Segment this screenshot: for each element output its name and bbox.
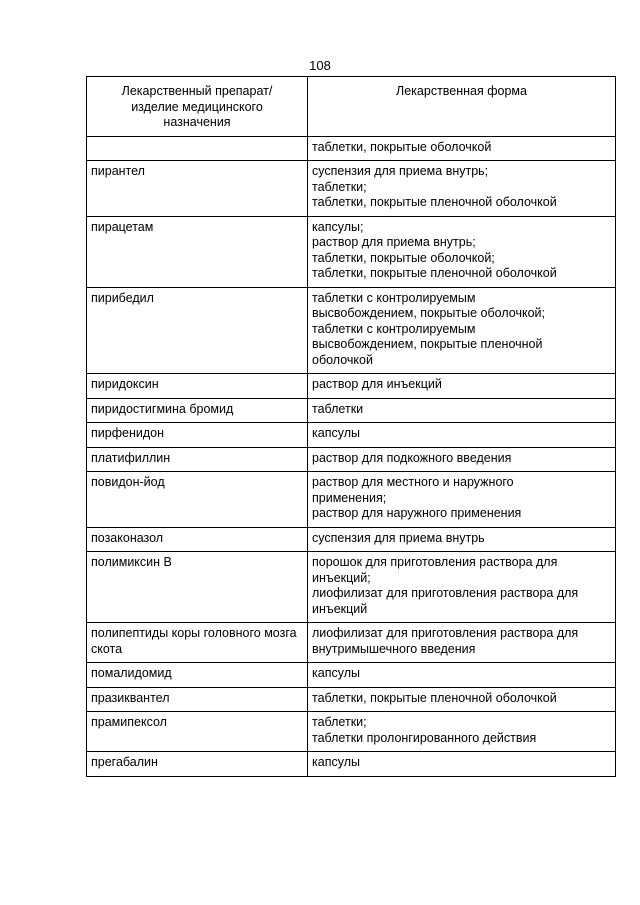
dosage-form-line: таблетки с контролируемым xyxy=(312,321,476,336)
dosage-form-line: таблетки с контролируемым xyxy=(312,290,476,305)
dosage-form-cell xyxy=(308,527,616,552)
drug-name-cell: помалидомид xyxy=(87,663,308,688)
table-row xyxy=(87,712,616,752)
dosage-form-line: раствор для инъекций xyxy=(312,377,442,391)
drug-name-cell xyxy=(87,136,308,161)
drug-name-cell: пирацетам xyxy=(87,216,308,287)
dosage-form-cell xyxy=(308,398,616,423)
table-row xyxy=(87,287,616,374)
page-number: 108 xyxy=(309,58,331,73)
drug-name-cell: празиквантел xyxy=(87,687,308,712)
dosage-form-cell xyxy=(308,161,616,217)
drug-name-cell: пирфенидон xyxy=(87,423,308,448)
dosage-form-line: порошок для приготовления раствора для xyxy=(312,555,558,569)
dosage-form-line: инъекций; xyxy=(312,570,371,585)
dosage-form-cell xyxy=(308,712,616,752)
dosage-form-cell xyxy=(308,136,616,161)
table-row xyxy=(87,447,616,472)
dosage-form-line: раствор для подкожного введения xyxy=(312,450,512,465)
dosage-form-line: применения; xyxy=(312,490,387,505)
dosage-form-line: раствор для местного и наружного xyxy=(312,475,514,489)
dosage-form-line: таблетки xyxy=(312,401,364,416)
header-drug-name-line: назначения xyxy=(163,115,231,129)
table-row xyxy=(87,623,616,663)
table-row xyxy=(87,472,616,528)
table-row xyxy=(87,136,616,161)
table-row xyxy=(87,663,616,688)
drug-name-cell: прамипексол xyxy=(87,712,308,752)
drug-name-cell: пирибедил xyxy=(87,287,308,374)
dosage-form-cell xyxy=(308,552,616,623)
dosage-form-cell xyxy=(308,216,616,287)
dosage-form-line: капсулы xyxy=(312,426,360,440)
dosage-form-line: таблетки, покрытые оболочкой; xyxy=(312,250,495,265)
table-row xyxy=(87,552,616,623)
table-row xyxy=(87,423,616,448)
header-dosage-form: Лекарственная форма xyxy=(308,77,616,137)
dosage-form-cell xyxy=(308,663,616,688)
dosage-form-line: таблетки; xyxy=(312,715,367,729)
dosage-form-cell xyxy=(308,623,616,663)
dosage-form-line: высвобождением, покрытые пленочной xyxy=(312,337,543,351)
dosage-form-line: таблетки; xyxy=(312,179,367,194)
header-drug-name xyxy=(87,77,308,137)
drug-name-cell: пиридоксин xyxy=(87,374,308,399)
drug-name-cell: прегабалин xyxy=(87,752,308,777)
table-row xyxy=(87,374,616,399)
dosage-form-cell xyxy=(308,687,616,712)
dosage-form-line: суспензия для приема внутрь; xyxy=(312,164,489,178)
drug-name-cell: пирантел xyxy=(87,161,308,217)
drug-name-cell: полипептиды коры головного мозга скота xyxy=(87,623,308,663)
table-body xyxy=(87,136,616,776)
dosage-form-cell xyxy=(308,752,616,777)
table-row xyxy=(87,752,616,777)
dosage-form-line: таблетки, покрытые пленочной оболочкой xyxy=(312,266,557,280)
dosage-form-line: суспензия для приема внутрь xyxy=(312,530,485,545)
header-drug-name-line: Лекарственный препарат/ xyxy=(121,84,273,98)
dosage-form-line: раствор для приема внутрь; xyxy=(312,235,476,249)
dosage-form-cell xyxy=(308,374,616,399)
dosage-form-cell xyxy=(308,447,616,472)
dosage-form-line: инъекций xyxy=(312,601,368,616)
dosage-form-line: таблетки пролонгированного действия xyxy=(312,730,537,745)
drug-name-cell: полимиксин В xyxy=(87,552,308,623)
dosage-form-line: лиофилизат для приготовления раствора для xyxy=(312,626,579,640)
drug-name-cell: позаконазол xyxy=(87,527,308,552)
dosage-form-line: высвобождением, покрытые оболочкой; xyxy=(312,306,545,320)
table-row xyxy=(87,687,616,712)
dosage-form-line: таблетки, покрытые пленочной оболочкой xyxy=(312,195,557,209)
dosage-form-cell xyxy=(308,423,616,448)
dosage-form-line: таблетки, покрытые оболочкой xyxy=(312,139,492,154)
dosage-form-line: оболочкой xyxy=(312,352,373,367)
dosage-form-line: раствор для наружного применения xyxy=(312,506,522,520)
header-drug-name-line: изделие медицинского xyxy=(131,99,263,114)
dosage-form-line: лиофилизат для приготовления раствора для xyxy=(312,586,579,600)
dosage-form-line: капсулы xyxy=(312,666,360,680)
dosage-form-line: капсулы xyxy=(312,755,360,769)
drug-name-cell: пиридостигмина бромид xyxy=(87,398,308,423)
drug-name-cell: платифиллин xyxy=(87,447,308,472)
dosage-form-line: капсулы; xyxy=(312,219,364,234)
table-row xyxy=(87,161,616,217)
drug-name-cell: повидон-йод xyxy=(87,472,308,528)
table-row xyxy=(87,216,616,287)
dosage-form-cell xyxy=(308,472,616,528)
table-header-row xyxy=(87,77,616,137)
table-row xyxy=(87,527,616,552)
table-row xyxy=(87,398,616,423)
dosage-form-cell xyxy=(308,287,616,374)
dosage-form-line: внутримышечного введения xyxy=(312,641,476,656)
drug-table xyxy=(86,76,616,777)
dosage-form-line: таблетки, покрытые пленочной оболочкой xyxy=(312,690,557,705)
